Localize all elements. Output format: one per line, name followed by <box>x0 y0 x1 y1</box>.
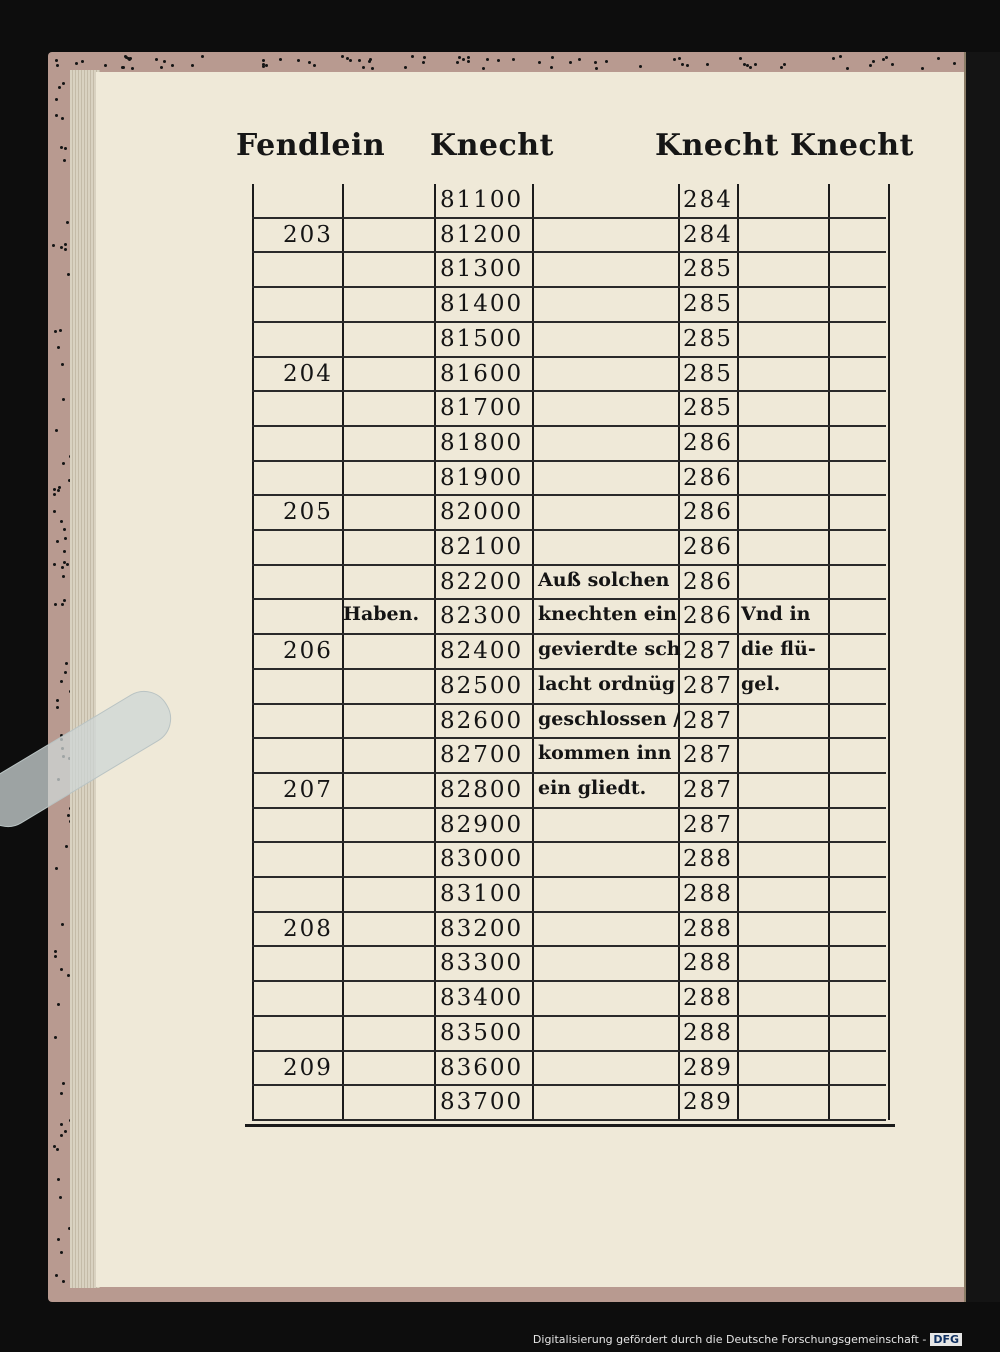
cover-speckle <box>64 671 67 674</box>
cell-knecht: 81700 <box>440 395 524 422</box>
cell-knecht: 83000 <box>440 846 524 873</box>
cover-speckle <box>53 493 56 496</box>
row-rule <box>252 945 886 947</box>
cell-col5: 285 <box>683 291 733 318</box>
row-rule <box>252 1084 886 1086</box>
cover-speckle <box>60 1134 63 1137</box>
cover-speckle <box>60 1123 63 1126</box>
cell-col5: 288 <box>683 985 733 1012</box>
row-rule <box>252 321 886 323</box>
cell-col5: 285 <box>683 325 733 352</box>
cell-col5: 288 <box>683 950 733 977</box>
cover-speckle <box>61 117 64 120</box>
cell-knecht: 82400 <box>440 638 524 665</box>
cover-speckle <box>56 706 59 709</box>
cell-text: Auß solchen <box>538 568 670 591</box>
cover-speckle <box>57 1003 60 1006</box>
cover-speckle <box>681 63 684 66</box>
cover-speckle <box>739 57 742 60</box>
cover-speckle <box>456 61 459 64</box>
cell-col5: 286 <box>683 464 733 491</box>
cover-speckle <box>57 1238 60 1241</box>
cover-speckle <box>569 61 572 64</box>
cover-speckle <box>265 64 268 67</box>
cell-fendlein: 207 <box>283 776 333 803</box>
cover-speckle <box>191 64 194 67</box>
cover-speckle <box>706 63 709 66</box>
cover-speckle <box>55 59 58 62</box>
cover-speckle <box>62 575 65 578</box>
cover-speckle <box>673 58 676 61</box>
cover-speckle <box>780 66 783 69</box>
cover-speckle <box>57 346 60 349</box>
cover-speckle <box>482 67 485 70</box>
cover-speckle <box>163 60 166 63</box>
cover-speckle <box>512 58 515 61</box>
cover-speckle <box>54 950 57 953</box>
cover-speckle <box>783 63 786 66</box>
cover-speckle <box>56 540 59 543</box>
cell-col5: 287 <box>683 811 733 838</box>
cover-speckle <box>872 60 875 63</box>
cover-speckle <box>371 67 374 70</box>
cover-speckle <box>61 363 64 366</box>
cell-knecht: 83400 <box>440 985 524 1012</box>
cover-speckle <box>605 60 608 63</box>
row-rule <box>252 356 886 358</box>
cell-knecht: 83600 <box>440 1054 524 1081</box>
cover-speckle <box>497 59 500 62</box>
cover-speckle <box>839 55 842 58</box>
cover-speckle <box>832 57 835 60</box>
row-rule <box>252 876 886 878</box>
row-rule <box>252 529 886 531</box>
header-knecht-1: Knecht <box>430 128 554 163</box>
cover-speckle <box>61 923 64 926</box>
cell-col5: 284 <box>683 187 733 213</box>
cover-speckle <box>882 58 885 61</box>
cover-speckle <box>846 67 849 70</box>
cover-speckle <box>486 58 489 61</box>
cover-speckle <box>57 1178 60 1181</box>
cover-speckle <box>54 955 57 958</box>
row-rule <box>252 286 886 288</box>
cover-speckle <box>171 64 174 67</box>
cover-speckle <box>937 57 940 60</box>
row-rule <box>252 494 886 496</box>
cover-speckle <box>341 55 344 58</box>
header-knecht-3: Knecht <box>790 128 914 163</box>
cover-speckle <box>60 968 63 971</box>
cell-fendlein: 204 <box>283 360 333 387</box>
cell-col5: 288 <box>683 915 733 942</box>
cell-knecht: 82900 <box>440 811 524 838</box>
row-rule <box>252 772 886 774</box>
cell-text: lacht ordnüg <box>538 672 676 695</box>
cover-speckle <box>595 67 598 70</box>
cover-speckle <box>55 1274 58 1277</box>
cover-speckle <box>65 662 68 665</box>
cover-speckle <box>54 330 57 333</box>
cover-speckle <box>921 67 924 70</box>
cover-speckle <box>55 867 58 870</box>
cell-text2: gel. <box>741 672 781 695</box>
row-rule <box>252 390 886 392</box>
cover-speckle <box>422 61 425 64</box>
cell-knecht: 82300 <box>440 603 524 630</box>
cover-speckle <box>279 58 282 61</box>
cell-col5: 287 <box>683 707 733 734</box>
header-knecht-2: Knecht <box>655 128 779 163</box>
cover-speckle <box>75 62 78 65</box>
cover-speckle <box>54 1036 57 1039</box>
cell-fendlein: 208 <box>283 915 333 942</box>
cover-speckle <box>65 845 68 848</box>
cell-col5: 287 <box>683 776 733 803</box>
cover-speckle <box>160 66 163 69</box>
cover-speckle <box>104 64 107 67</box>
cell-col5: 286 <box>683 499 733 526</box>
cover-speckle <box>60 246 63 249</box>
cover-speckle <box>64 1130 67 1133</box>
cell-col5: 286 <box>683 603 733 630</box>
cover-speckle <box>62 462 65 465</box>
cover-speckle <box>423 56 426 59</box>
cover-speckle <box>62 1280 65 1283</box>
cell-col5: 284 <box>683 221 733 248</box>
cover-speckle <box>411 55 414 58</box>
cover-speckle <box>66 563 69 566</box>
cell-knecht: 83200 <box>440 915 524 942</box>
cell-fendlein: 205 <box>283 499 333 526</box>
cover-speckle <box>63 561 66 564</box>
cover-speckle <box>262 63 265 66</box>
cover-speckle <box>538 61 541 64</box>
cover-speckle <box>60 146 63 149</box>
cover-speckle <box>122 66 125 69</box>
row-rule <box>252 911 886 913</box>
cover-speckle <box>467 60 470 63</box>
cell-knecht: 82100 <box>440 534 524 560</box>
cover-speckle <box>64 537 67 540</box>
cover-speckle <box>64 248 67 251</box>
row-rule <box>252 807 886 809</box>
cell-knecht: 82000 <box>440 499 524 526</box>
cover-speckle <box>63 159 66 162</box>
cell-text: gevierdte sch <box>538 638 681 661</box>
cell-col5: 288 <box>683 881 733 907</box>
cover-speckle <box>155 58 158 61</box>
cover-speckle <box>56 1148 59 1151</box>
cell-knecht: 81900 <box>440 464 524 491</box>
cover-speckle <box>60 520 63 523</box>
cover-speckle <box>594 61 597 64</box>
cover-speckle <box>81 60 84 63</box>
cell-col5: 287 <box>683 638 733 665</box>
cover-speckle <box>467 56 470 59</box>
cover-speckle <box>686 64 689 67</box>
cover-speckle <box>129 57 132 60</box>
cell-fendlein: 206 <box>283 638 333 665</box>
cover-speckle <box>458 56 461 59</box>
cell-col5: 285 <box>683 256 733 283</box>
cover-speckle <box>358 59 361 62</box>
cover-speckle <box>56 699 59 702</box>
cover-speckle <box>59 1196 62 1199</box>
cover-speckle <box>578 58 581 61</box>
cover-speckle <box>201 55 204 58</box>
cover-speckle <box>62 398 65 401</box>
cover-speckle <box>60 680 63 683</box>
cell-col5: 286 <box>683 534 733 560</box>
cover-speckle <box>61 566 64 569</box>
cover-speckle <box>63 599 66 602</box>
cell-text: knechten ein <box>538 603 677 626</box>
cover-speckle <box>62 82 65 85</box>
cover-speckle <box>131 67 134 70</box>
cell-text: kommen inn <box>538 742 672 765</box>
cover-speckle <box>53 563 56 566</box>
cover-speckle <box>54 603 57 606</box>
cell-knecht: 82700 <box>440 742 524 769</box>
cover-speckle <box>462 58 465 61</box>
cover-speckle <box>55 98 58 101</box>
row-rule <box>252 425 886 427</box>
cover-speckle <box>64 147 67 150</box>
cover-speckle <box>62 1082 65 1085</box>
cell-col5: 286 <box>683 429 733 456</box>
row-rule <box>252 703 886 705</box>
cell-haben: Haben. <box>343 603 420 626</box>
cover-speckle <box>362 66 365 69</box>
cell-text: ein gliedt. <box>538 776 647 799</box>
cover-speckle <box>308 61 311 64</box>
cover-speckle <box>891 63 894 66</box>
column-rule <box>888 184 890 1120</box>
cover-speckle <box>53 510 56 513</box>
cover-speckle <box>63 550 66 553</box>
cover-speckle <box>64 243 67 246</box>
cover-speckle <box>66 221 69 224</box>
cell-knecht: 81400 <box>440 291 524 318</box>
cover-speckle <box>60 1092 63 1095</box>
row-rule <box>252 1050 886 1052</box>
cover-speckle <box>59 329 62 332</box>
cover-speckle <box>885 56 888 59</box>
row-rule <box>252 1015 886 1017</box>
row-rule <box>252 1119 886 1121</box>
cover-speckle <box>53 488 56 491</box>
cover-speckle <box>262 59 265 62</box>
cover-speckle <box>754 63 757 66</box>
cover-speckle <box>349 59 352 62</box>
cover-speckle <box>60 1251 63 1254</box>
row-rule <box>252 460 886 462</box>
header-fendlein: Fendlein <box>236 128 386 163</box>
cell-knecht: 83700 <box>440 1089 524 1116</box>
cover-speckle <box>53 1145 56 1148</box>
cell-col5: 285 <box>683 360 733 387</box>
cover-speckle <box>639 65 642 68</box>
cover-speckle <box>313 64 316 67</box>
table-bottom-rule <box>245 1124 895 1127</box>
row-rule <box>252 668 886 670</box>
cover-speckle <box>55 114 58 117</box>
row-rule <box>252 633 886 635</box>
cell-text: geschlossen / <box>538 707 681 730</box>
cell-text2: die flü- <box>741 638 816 661</box>
row-rule <box>252 217 886 219</box>
cover-speckle <box>869 64 872 67</box>
cell-knecht: 82600 <box>440 707 524 734</box>
cover-speckle <box>297 59 300 62</box>
cell-fendlein: 209 <box>283 1054 333 1081</box>
cell-knecht: 81800 <box>440 429 524 456</box>
cell-col5: 289 <box>683 1089 733 1116</box>
cell-knecht: 81300 <box>440 256 524 283</box>
cell-knecht: 81600 <box>440 360 524 387</box>
cell-col5: 287 <box>683 742 733 769</box>
row-rule <box>252 980 886 982</box>
cell-col5: 288 <box>683 1019 733 1046</box>
cover-speckle <box>52 244 55 247</box>
row-rule <box>252 841 886 843</box>
cover-speckle <box>550 66 553 69</box>
cell-knecht: 81200 <box>440 221 524 248</box>
cover-speckle <box>56 64 59 67</box>
cell-col5: 289 <box>683 1054 733 1081</box>
footer-text: Digitalisierung gefördert durch die Deutsche Forschungsgemeinschaft - <box>532 1333 927 1346</box>
cover-speckle <box>55 429 58 432</box>
cell-knecht: 83300 <box>440 950 524 977</box>
cover-speckle <box>678 57 681 60</box>
cover-speckle <box>369 58 372 61</box>
cell-knecht: 83500 <box>440 1019 524 1046</box>
cover-speckle <box>749 66 752 69</box>
cover-speckle <box>63 528 66 531</box>
cell-knecht: 81500 <box>440 325 524 352</box>
cover-speckle <box>953 62 956 65</box>
cover-speckle <box>57 489 60 492</box>
cover-speckle <box>404 66 407 69</box>
cell-knecht: 81100 <box>440 187 524 213</box>
book-clasp <box>964 52 1000 1302</box>
cell-col5: 286 <box>683 568 733 595</box>
dfg-logo: DFG <box>930 1333 962 1346</box>
cell-knecht: 82200 <box>440 568 524 595</box>
row-rule <box>252 598 886 600</box>
row-rule <box>252 737 886 739</box>
row-rule <box>252 251 886 253</box>
cell-knecht: 82800 <box>440 776 524 803</box>
cell-text2: Vnd in <box>741 603 811 626</box>
row-rule <box>252 564 886 566</box>
cell-fendlein: 203 <box>283 221 333 248</box>
cell-col5: 287 <box>683 672 733 699</box>
footer-credit <box>533 1333 962 1346</box>
cover-speckle <box>58 86 61 89</box>
cell-col5: 285 <box>683 395 733 422</box>
cell-knecht: 83100 <box>440 881 524 907</box>
cell-knecht: 82500 <box>440 672 524 699</box>
cell-col5: 288 <box>683 846 733 873</box>
cover-speckle <box>551 56 554 59</box>
cover-speckle <box>61 603 64 606</box>
